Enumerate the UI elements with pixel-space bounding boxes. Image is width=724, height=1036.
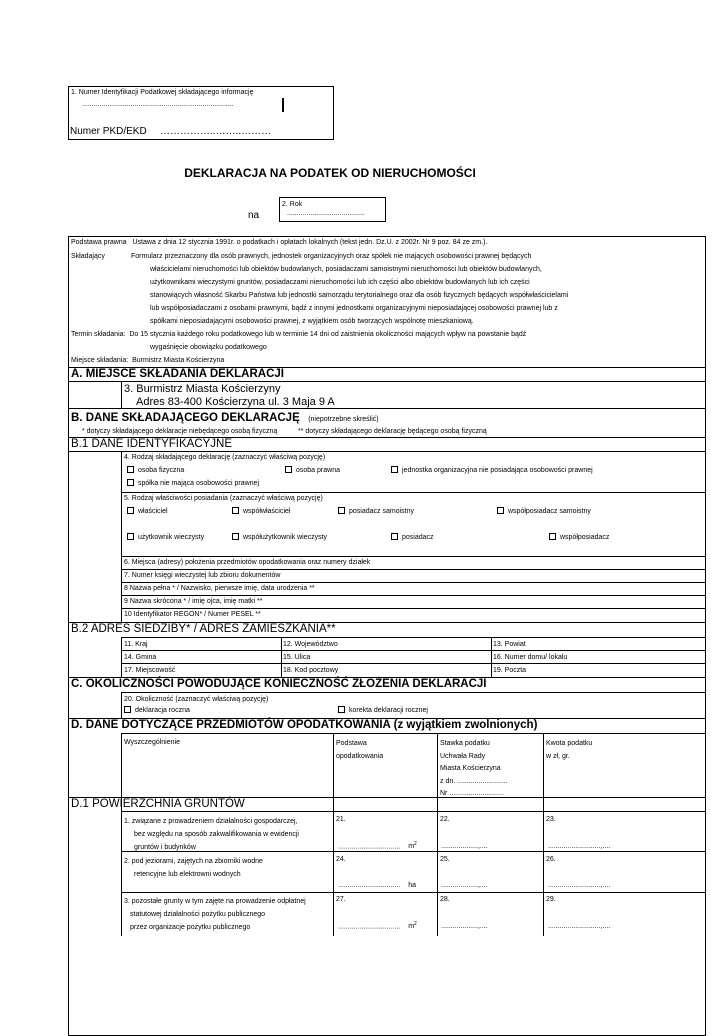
- col-header-rate: Stawka podatku Uchwała Rady Miasta Kościerzyna z dn. .......................... Nr ............................: [440, 740, 508, 797]
- field4-option[interactable]: spółka nie mająca osobowości prawnej: [127, 479, 259, 488]
- section-b2-title: B.2 ADRES SIEDZIBY* / ADRES ZAMIESZKANIA**: [71, 623, 336, 635]
- section-a-line2: Adres 83-400 Kościerzyna ul. 3 Maja 9 A: [136, 396, 335, 408]
- nip-label: 1. Numer Identyfikacji Podatkowej składającego informację: [71, 89, 254, 96]
- deadline-label: Termin składania:: [71, 331, 126, 338]
- field18-kod-pocztowy[interactable]: 18. Kod pocztowy: [283, 667, 339, 674]
- field4-option[interactable]: osoba fizyczna: [127, 466, 184, 475]
- field27-label: 27.: [336, 896, 346, 903]
- field4-label: 4. Rodzaj składającego deklarację (zaznaczyć właściwą pozycję): [124, 454, 326, 461]
- field4-option[interactable]: osoba prawna: [285, 466, 340, 475]
- field5-option[interactable]: posiadacz samoistny: [338, 507, 414, 516]
- legal-text: Ustawa z dnia 12 stycznia 1991r. o podatkach i opłatach lokalnych (tekst jedn. Dz.U. z 2002r. Nr 9 poz. 84 ze zm.).: [132, 239, 488, 246]
- checkbox[interactable]: [124, 706, 131, 713]
- field4-option[interactable]: jednostka organizacyjna nie posiadająca osobowości prawnej: [391, 466, 593, 475]
- field28-input[interactable]: ...................,....: [441, 923, 488, 930]
- submitter-line: Formularz przeznaczony dla osób prawnych, jednostek organizacyjnych oraz spółek nie mających osobowości prawnej będących: [131, 253, 532, 260]
- submitter-line: właścicielami nieruchomości lub obiektów budowlanych, posiadaczami samoistnymi nieruchomości lub obiektów budowlanych,: [150, 266, 542, 273]
- section-b1-title: B.1 DANE IDENTYFIKACYJNE: [71, 438, 233, 450]
- place-label: Miejsce składania:: [71, 357, 129, 364]
- field14-gmina[interactable]: 14. Gmina: [124, 654, 157, 661]
- field15-ulica[interactable]: 15. Ulica: [283, 654, 311, 661]
- checkbox[interactable]: [549, 533, 556, 540]
- checkbox[interactable]: [391, 533, 398, 540]
- field21-input[interactable]: ................................ $m^2$: [338, 841, 417, 851]
- checkbox[interactable]: [232, 533, 239, 540]
- checkbox[interactable]: [232, 507, 239, 514]
- section-d1-title: D.1 POWIERZCHNIA GRUNTÓW: [71, 798, 245, 810]
- checkbox[interactable]: [285, 466, 292, 473]
- field11-kraj[interactable]: 11. Kraj: [124, 641, 148, 648]
- year-input[interactable]: ........................................: [287, 210, 365, 217]
- legal-label: Podstawa prawna: [71, 239, 127, 246]
- field5-option[interactable]: współużytkownik wieczysty: [232, 533, 327, 542]
- submitter-line: spółkami nieposiadającymi osobowości prawnej, z wyjątkiem osób tworzących wspólnotę mieszkaniową.: [150, 318, 474, 325]
- field8-label[interactable]: 8 Nazwa pełna * / Nazwisko, pierwsze imię, data urodzenia **: [124, 585, 315, 592]
- d1-row-description: 3. pozostałe grunty w tym zajęte na prowadzenie odpłatnej statutowej działalności pożytku publicznego przez organizacje pożytku publicznego: [124, 898, 306, 931]
- field21-label: 21.: [336, 816, 346, 823]
- checkbox[interactable]: [127, 507, 134, 514]
- checkbox[interactable]: [127, 479, 134, 486]
- section-b-title: B. DANE SKŁADAJĄCEGO DEKLARACJĘ: [71, 412, 300, 424]
- col-header-amount: Kwota podatku w zł, gr.: [546, 740, 593, 760]
- place-text: Burmistrz Miasta Kościerzyna: [132, 357, 225, 364]
- section-b-note: (niepotrzebne skreślić): [308, 416, 379, 423]
- field16-numer-domu[interactable]: 16. Numer domu/ lokalu: [493, 654, 568, 661]
- field5-option[interactable]: użytkownik wieczysty: [127, 533, 204, 542]
- section-a-title: A. MIEJSCE SKŁADANIA DEKLARACJI: [71, 368, 284, 380]
- checkbox[interactable]: [127, 466, 134, 473]
- field12-wojewodztwo[interactable]: 12. Województwo: [283, 641, 338, 648]
- field26-input[interactable]: ...........................,....: [548, 882, 611, 889]
- field23-label: 23.: [546, 816, 556, 823]
- submitter-line: użytkownikami wieczystymi gruntów, posiadaczami nieruchomości lub ich części albo obiektów budowlanych lub ich części: [150, 279, 530, 286]
- field17-miejscowosc[interactable]: 17. Miejscowość: [124, 667, 176, 674]
- field24-label: 24.: [336, 856, 346, 863]
- page-title: DEKLARACJA NA PODATEK OD NIERUCHOMOŚCI: [184, 166, 476, 180]
- field29-input[interactable]: ...........................,....: [548, 923, 611, 930]
- field27-input[interactable]: ................................ $m^2$: [338, 921, 417, 931]
- d1-row-description: 1. związane z prowadzeniem działalności gospodarczej, bez względu na sposób zakwalifikowania w ewidencji gruntów i budynków: [124, 818, 299, 851]
- section-d-title: D. DANE DOTYCZĄCE PRZEDMIOTÓW OPODATKOWANIA (z wyjątkiem zwolnionych): [71, 719, 538, 731]
- field20-option[interactable]: korekta deklaracji rocznej: [338, 706, 428, 715]
- field5-option[interactable]: właściciel: [127, 507, 168, 516]
- section-a-line1: 3. Burmistrz Miasta Kościerzyny: [124, 383, 281, 395]
- field5-option[interactable]: współposiadacz samoistny: [497, 507, 591, 516]
- field29-label: 29.: [546, 896, 556, 903]
- section-b-footnote1: * dotyczy składającego deklaracje niebędącego osobą fizyczną: [82, 428, 278, 435]
- pkd-input[interactable]: ……………..……..………: [160, 126, 272, 137]
- submitter-label: Składający: [71, 253, 105, 260]
- field22-input[interactable]: ...................,....: [441, 843, 488, 850]
- d1-row-description: 2. pod jeziorami, zajętych na zbiorniki wodne retencyjne lub elektrowni wodnych: [124, 858, 263, 878]
- deadline-line: wygaśnięcie obowiązku podatkowego: [150, 344, 267, 351]
- col-header-base: Podstawa opodatkowania: [336, 740, 384, 760]
- field25-input[interactable]: ...................,....: [441, 882, 488, 889]
- col-header-description: Wyszczególnienie: [124, 739, 180, 746]
- checkbox[interactable]: [391, 466, 398, 473]
- field19-poczta[interactable]: 19. Poczta: [493, 667, 527, 674]
- field7-label[interactable]: 7. Numer księgi wieczystej lub zbioru dokumentów: [124, 572, 281, 579]
- section-b-footnote2: ** dotyczy składającego deklarację będącego osobą fizyczną: [298, 428, 487, 435]
- field6-label[interactable]: 6. Miejsca (adresy) położenia przedmiotów opodatkowania oraz numery działek: [124, 559, 371, 566]
- field10-label[interactable]: 10 Identyfikator REGON* / Numer PESEL **: [124, 611, 261, 618]
- field13-powiat[interactable]: 13. Powiat: [493, 641, 526, 648]
- nip-input[interactable]: ..............................................................................: [82, 101, 234, 108]
- submitter-line: lub współposiadaczami z osobami prawnymi, bądź z innymi jednostkami organizacyjnymi nieposiadającej osobowości prawnej lub z: [150, 305, 558, 312]
- year-prefix: na: [248, 210, 260, 221]
- checkbox[interactable]: [497, 507, 504, 514]
- nip-cursor: [282, 98, 284, 112]
- field25-label: 25.: [440, 856, 450, 863]
- field22-label: 22.: [440, 816, 450, 823]
- field5-option[interactable]: współposiadacz: [549, 533, 609, 542]
- section-b-header: [71, 408, 379, 426]
- field26-label: 26.: [546, 856, 556, 863]
- section-c-title: C. OKOLICZNOŚCI POWODUJĄCE KONIECZNOŚĆ ZŁOŻENIA DEKLARACJI: [71, 678, 487, 690]
- field24-input[interactable]: ................................ ha: [338, 882, 416, 889]
- field23-input[interactable]: ...........................,....: [548, 843, 611, 850]
- checkbox[interactable]: [127, 533, 134, 540]
- field5-option[interactable]: posiadacz: [391, 533, 434, 542]
- field20-label: 20. Okoliczność (zaznaczyć właściwą pozycję): [124, 696, 269, 703]
- submitter-line: stanowiących własność Skarbu Państwa lub jednostki samorządu terytorialnego oraz dla osób fizycznych będących współwłaścicielami: [150, 292, 569, 299]
- field9-label[interactable]: 9 Nazwa skrócona * / imię ojca, imię matki **: [124, 598, 263, 605]
- checkbox[interactable]: [338, 706, 345, 713]
- field20-option[interactable]: deklaracja roczna: [124, 706, 190, 715]
- deadline-line: Do 15 stycznia każdego roku podatkowego lub w terminie 14 dni od zaistnienia okoliczności mających wpływ na powstanie bądź: [129, 331, 527, 338]
- field28-label: 28.: [440, 896, 450, 903]
- year-label: 2. Rok: [282, 201, 303, 208]
- field5-option[interactable]: współwłaściciel: [232, 507, 290, 516]
- field5-label: 5. Rodzaj właściwości posiadania (zaznaczyć właściwą pozycję): [124, 495, 323, 502]
- pkd-label: Numer PKD/EKD: [70, 126, 147, 137]
- checkbox[interactable]: [338, 507, 345, 514]
